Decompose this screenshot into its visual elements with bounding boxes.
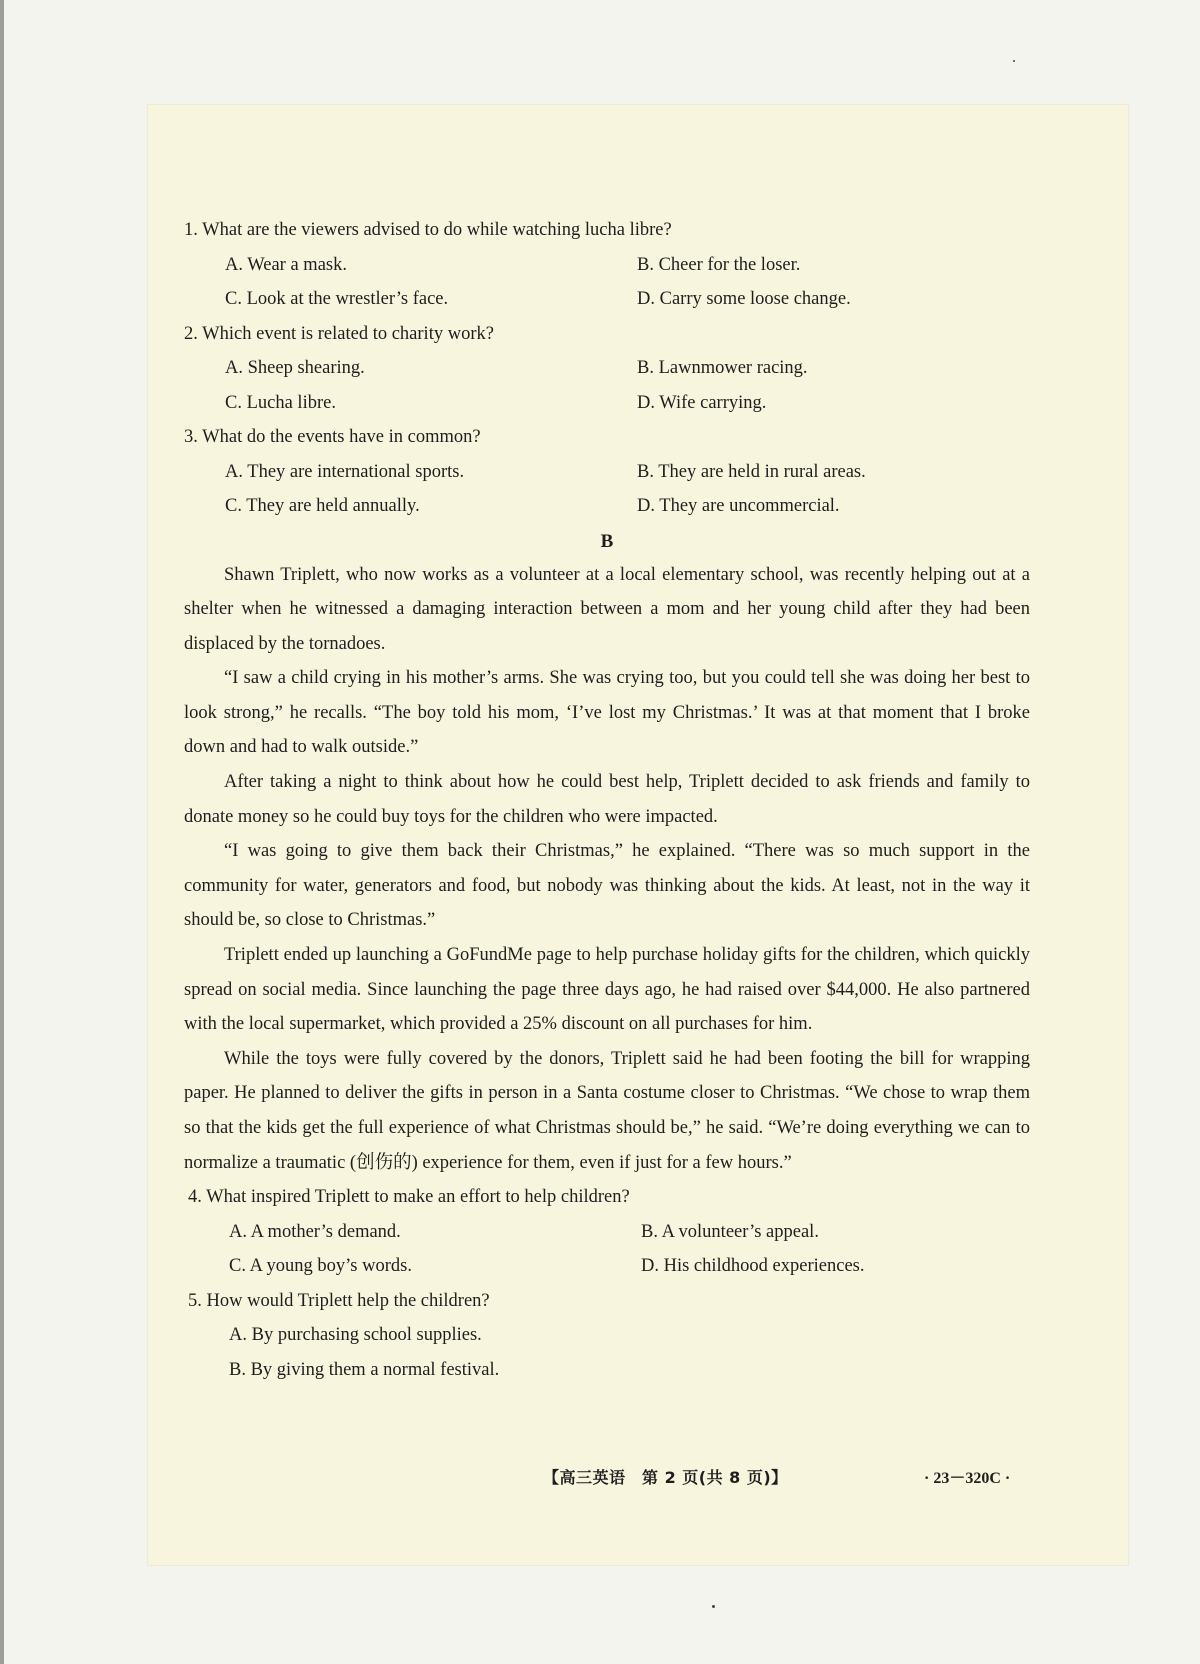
answer-options [184,455,1030,524]
option-d: D. Wife carrying. [637,392,767,413]
answer-options [184,248,1030,317]
question-1 [184,213,1030,317]
page-content [184,213,1030,1387]
scan-edge [0,0,4,1664]
option-a: A. They are international sports. [225,461,465,482]
page-number-label: 【高三英语 第 2 页(共 8 页)】 [543,1468,788,1487]
option-b: B. Lawnmower racing. [637,358,808,378]
passage-paragraph: Triplett ended up launching a GoFundMe page to help purchase holiday gifts for the children, which quickly spread on social media. Since launching the page three days ago, he had raised over $44,000. He also partnered with the local supermarket, which provided a 25% discount on all purchases for him. [184,945,1030,1035]
question-2 [184,317,1030,421]
passage-paragraph: While the toys were fully covered by the donors, Triplett said he had been footing the bill for wrapping paper. He planned to deliver the gifts in person in a Santa costume closer to Christmas. “We chose to wrap them so that the kids get the full experience of what Christmas should be,” he said. “We’re doing everything we can to normalize a traumatic (创伤的) experience for them, even if just for a few hours.” [184,1048,1030,1173]
question-stem: 1. What are the viewers advised to do while watching lucha libre? [184,220,672,240]
option-c: C. A young boy’s words. [229,1256,412,1277]
question-stem: 3. What do the events have in common? [184,427,481,447]
page-footer [148,1465,1128,1495]
option-a: A. Wear a mask. [225,254,347,275]
answer-options [188,1215,1030,1284]
option-b: B. They are held in rural areas. [637,461,866,482]
answer-options [188,1318,1030,1387]
option-d: D. His childhood experiences. [641,1256,865,1277]
option-c: C. Look at the wrestler’s face. [225,289,449,309]
passage-paragraph: “I was going to give them back their Christmas,” he explained. “There was so much support in the community for water, generators and food, but nobody was thinking about the kids. At least, not in the way it should be, so close to Christmas.” [184,841,1030,931]
option-a: A. A mother’s demand. [229,1221,401,1242]
question-stem: 4. What inspired Triplett to make an effort to help children? [188,1187,630,1208]
option-b: B. By giving them a normal festival. [229,1359,500,1380]
answer-options [184,351,1030,420]
section-title: B [600,530,614,552]
question-stem: 5. How would Triplett help the children? [188,1290,490,1311]
option-b: B. A volunteer’s appeal. [641,1221,819,1242]
question-stem: 2. Which event is related to charity work? [184,323,494,344]
question-4 [184,1180,1030,1284]
passage-paragraph: “I saw a child crying in his mother’s arms. She was crying too, but you could tell she was doing her best to look strong,” he recalls. “The boy told his mom, ‘I’ve lost my Christmas.’ It was at that moment that I broke down and had to walk outside.” [184,668,1030,758]
option-c: C. They are held annually. [225,496,420,516]
passage-paragraph: Shawn Triplett, who now works as a volunteer at a local elementary school, was recently helping out at a shelter when he witnessed a damaging interaction between a mom and her young child after they had been displaced by the tornadoes. [184,564,1030,654]
question-3 [184,420,1030,524]
passage-paragraph: After taking a night to think about how he could best help, Triplett decided to ask friends and family to donate money so he could buy toys for the children who were impacted. [184,772,1030,827]
option-a: A. Sheep shearing. [225,358,365,378]
scan-speck [712,1605,715,1608]
scan-speck [1013,60,1015,62]
exam-page [148,105,1128,1565]
option-a: A. By purchasing school supplies. [229,1325,482,1346]
option-d: D. They are uncommercial. [637,496,840,516]
exam-code: · 23－320C · [924,1470,1011,1487]
option-c: C. Lucha libre. [225,392,336,413]
option-d: D. Carry some loose change. [637,289,851,309]
question-5 [184,1284,1030,1388]
reading-passage [184,558,1030,1181]
option-b: B. Cheer for the loser. [637,254,801,275]
